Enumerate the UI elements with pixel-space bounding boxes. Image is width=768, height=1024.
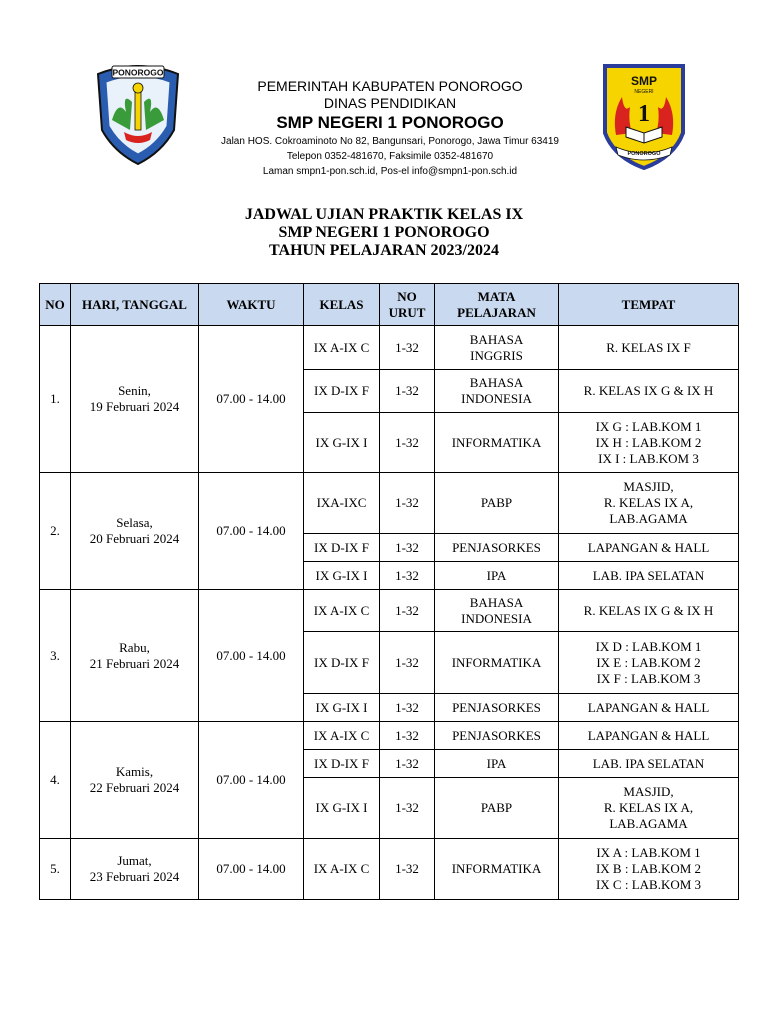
cell-urut: 1-32 (380, 722, 435, 750)
col-header-hari: HARI, TANGGAL (71, 284, 199, 326)
letterhead-text (190, 78, 590, 179)
cell-mapel: PENJASORKES (435, 534, 559, 562)
cell-kelas: IX A-IX C (304, 326, 380, 370)
col-header-no: NO (40, 284, 71, 326)
cell-tempat: IX G : LAB.KOM 1 IX H : LAB.KOM 2 IX I : LAB.KOM 3 (559, 413, 739, 473)
table-row (40, 473, 739, 534)
cell-kelas: IX G-IX I (304, 778, 380, 839)
cell-tempat: LAB. IPA SELATAN (559, 562, 739, 590)
col-header-waktu: WAKTU (199, 284, 304, 326)
col-header-kelas: KELAS (304, 284, 380, 326)
cell-tempat: IX A : LAB.KOM 1 IX B : LAB.KOM 2 IX C : LAB.KOM 3 (559, 839, 739, 900)
cell-hari: Senin, 19 Februari 2024 (71, 326, 199, 473)
cell-urut: 1-32 (380, 632, 435, 694)
cell-no: 3. (40, 590, 71, 722)
document-title (0, 206, 768, 260)
letterhead (0, 0, 768, 190)
cell-hari: Kamis, 22 Februari 2024 (71, 722, 199, 839)
cell-tempat: R. KELAS IX G & IX H (559, 590, 739, 632)
cell-mapel: BAHASA INDONESIA (435, 590, 559, 632)
cell-no: 5. (40, 839, 71, 900)
cell-urut: 1-32 (380, 413, 435, 473)
school-name: SMP NEGERI 1 PONOROGO (276, 113, 504, 132)
shield-mid-text: NEGERI (634, 89, 654, 95)
cell-waktu: 07.00 - 14.00 (199, 473, 304, 590)
cell-urut: 1-32 (380, 778, 435, 839)
crest-lettering: PONOROGO (112, 67, 164, 78)
cell-mapel: INFORMATIKA (435, 413, 559, 473)
cell-tempat: R. KELAS IX F (559, 326, 739, 370)
school-shield-logo (602, 63, 686, 171)
cell-kelas: IXA-IXC (304, 473, 380, 534)
cell-no: 2. (40, 473, 71, 590)
cell-urut: 1-32 (380, 534, 435, 562)
cell-kelas: IX A-IX C (304, 722, 380, 750)
cell-kelas: IX G-IX I (304, 562, 380, 590)
cell-kelas: IX D-IX F (304, 370, 380, 413)
cell-tempat: MASJID, R. KELAS IX A, LAB.AGAMA (559, 473, 739, 534)
cell-urut: 1-32 (380, 562, 435, 590)
table-header-row (40, 284, 739, 326)
school-address: Jalan HOS. Cokroaminoto No 82, Bangunsari, Ponorogo, Jawa Timur 63419 (221, 136, 559, 147)
cell-tempat: R. KELAS IX G & IX H (559, 370, 739, 413)
cell-tempat: LAPANGAN & HALL (559, 694, 739, 722)
cell-urut: 1-32 (380, 590, 435, 632)
dept-name: DINAS PENDIDIKAN (323, 95, 457, 111)
cell-mapel: IPA (435, 562, 559, 590)
cell-waktu: 07.00 - 14.00 (199, 722, 304, 839)
title-line-3: TAHUN PELAJARAN 2023/2024 (269, 242, 499, 259)
table-row (40, 722, 739, 750)
cell-tempat: LAPANGAN & HALL (559, 534, 739, 562)
cell-hari: Jumat, 23 Februari 2024 (71, 839, 199, 900)
cell-kelas: IX A-IX C (304, 839, 380, 900)
cell-urut: 1-32 (380, 326, 435, 370)
cell-waktu: 07.00 - 14.00 (199, 590, 304, 722)
cell-hari: Rabu, 21 Februari 2024 (71, 590, 199, 722)
shield-ribbon-text: PONOROGO (627, 151, 661, 157)
title-line-1: JADWAL UJIAN PRAKTIK KELAS IX (244, 206, 524, 223)
cell-kelas: IX D-IX F (304, 750, 380, 778)
cell-urut: 1-32 (380, 839, 435, 900)
ponorogo-crest-logo (92, 60, 184, 166)
col-header-no-urut: NO URUT (380, 284, 435, 326)
col-header-mapel: MATA PELAJARAN (435, 284, 559, 326)
table-row (40, 326, 739, 370)
cell-tempat: IX D : LAB.KOM 1 IX E : LAB.KOM 2 IX F : LAB.KOM 3 (559, 632, 739, 694)
cell-hari: Selasa, 20 Februari 2024 (71, 473, 199, 590)
exam-schedule-table (39, 283, 739, 900)
title-line-2: SMP NEGERI 1 PONOROGO (278, 224, 490, 241)
table-row (40, 839, 739, 900)
school-phone: Telepon 0352-481670, Faksimile 0352-481670 (286, 151, 494, 162)
cell-waktu: 07.00 - 14.00 (199, 326, 304, 473)
cell-waktu: 07.00 - 14.00 (199, 839, 304, 900)
cell-kelas: IX G-IX I (304, 694, 380, 722)
cell-tempat: MASJID, R. KELAS IX A, LAB.AGAMA (559, 778, 739, 839)
cell-no: 1. (40, 326, 71, 473)
cell-kelas: IX G-IX I (304, 413, 380, 473)
cell-tempat: LAPANGAN & HALL (559, 722, 739, 750)
gov-name: PEMERINTAH KABUPATEN PONOROGO (257, 78, 523, 94)
cell-kelas: IX D-IX F (304, 534, 380, 562)
cell-mapel: PABP (435, 473, 559, 534)
cell-kelas: IX A-IX C (304, 590, 380, 632)
cell-kelas: IX D-IX F (304, 632, 380, 694)
shield-top-text: SMP (630, 74, 658, 88)
cell-mapel: IPA (435, 750, 559, 778)
col-header-tempat: TEMPAT (559, 284, 739, 326)
cell-urut: 1-32 (380, 694, 435, 722)
cell-mapel: BAHASA INGGRIS (435, 326, 559, 370)
cell-urut: 1-32 (380, 473, 435, 534)
cell-mapel: PENJASORKES (435, 694, 559, 722)
cell-urut: 1-32 (380, 370, 435, 413)
school-web: Laman smpn1-pon.sch.id, Pos-el info@smpn1-pon.sch.id (262, 166, 518, 177)
cell-mapel: BAHASA INDONESIA (435, 370, 559, 413)
table-row (40, 590, 739, 632)
cell-mapel: PABP (435, 778, 559, 839)
shield-number: 1 (638, 101, 650, 127)
cell-tempat: LAB. IPA SELATAN (559, 750, 739, 778)
cell-mapel: INFORMATIKA (435, 839, 559, 900)
cell-urut: 1-32 (380, 750, 435, 778)
cell-mapel: PENJASORKES (435, 722, 559, 750)
cell-no: 4. (40, 722, 71, 839)
cell-mapel: INFORMATIKA (435, 632, 559, 694)
